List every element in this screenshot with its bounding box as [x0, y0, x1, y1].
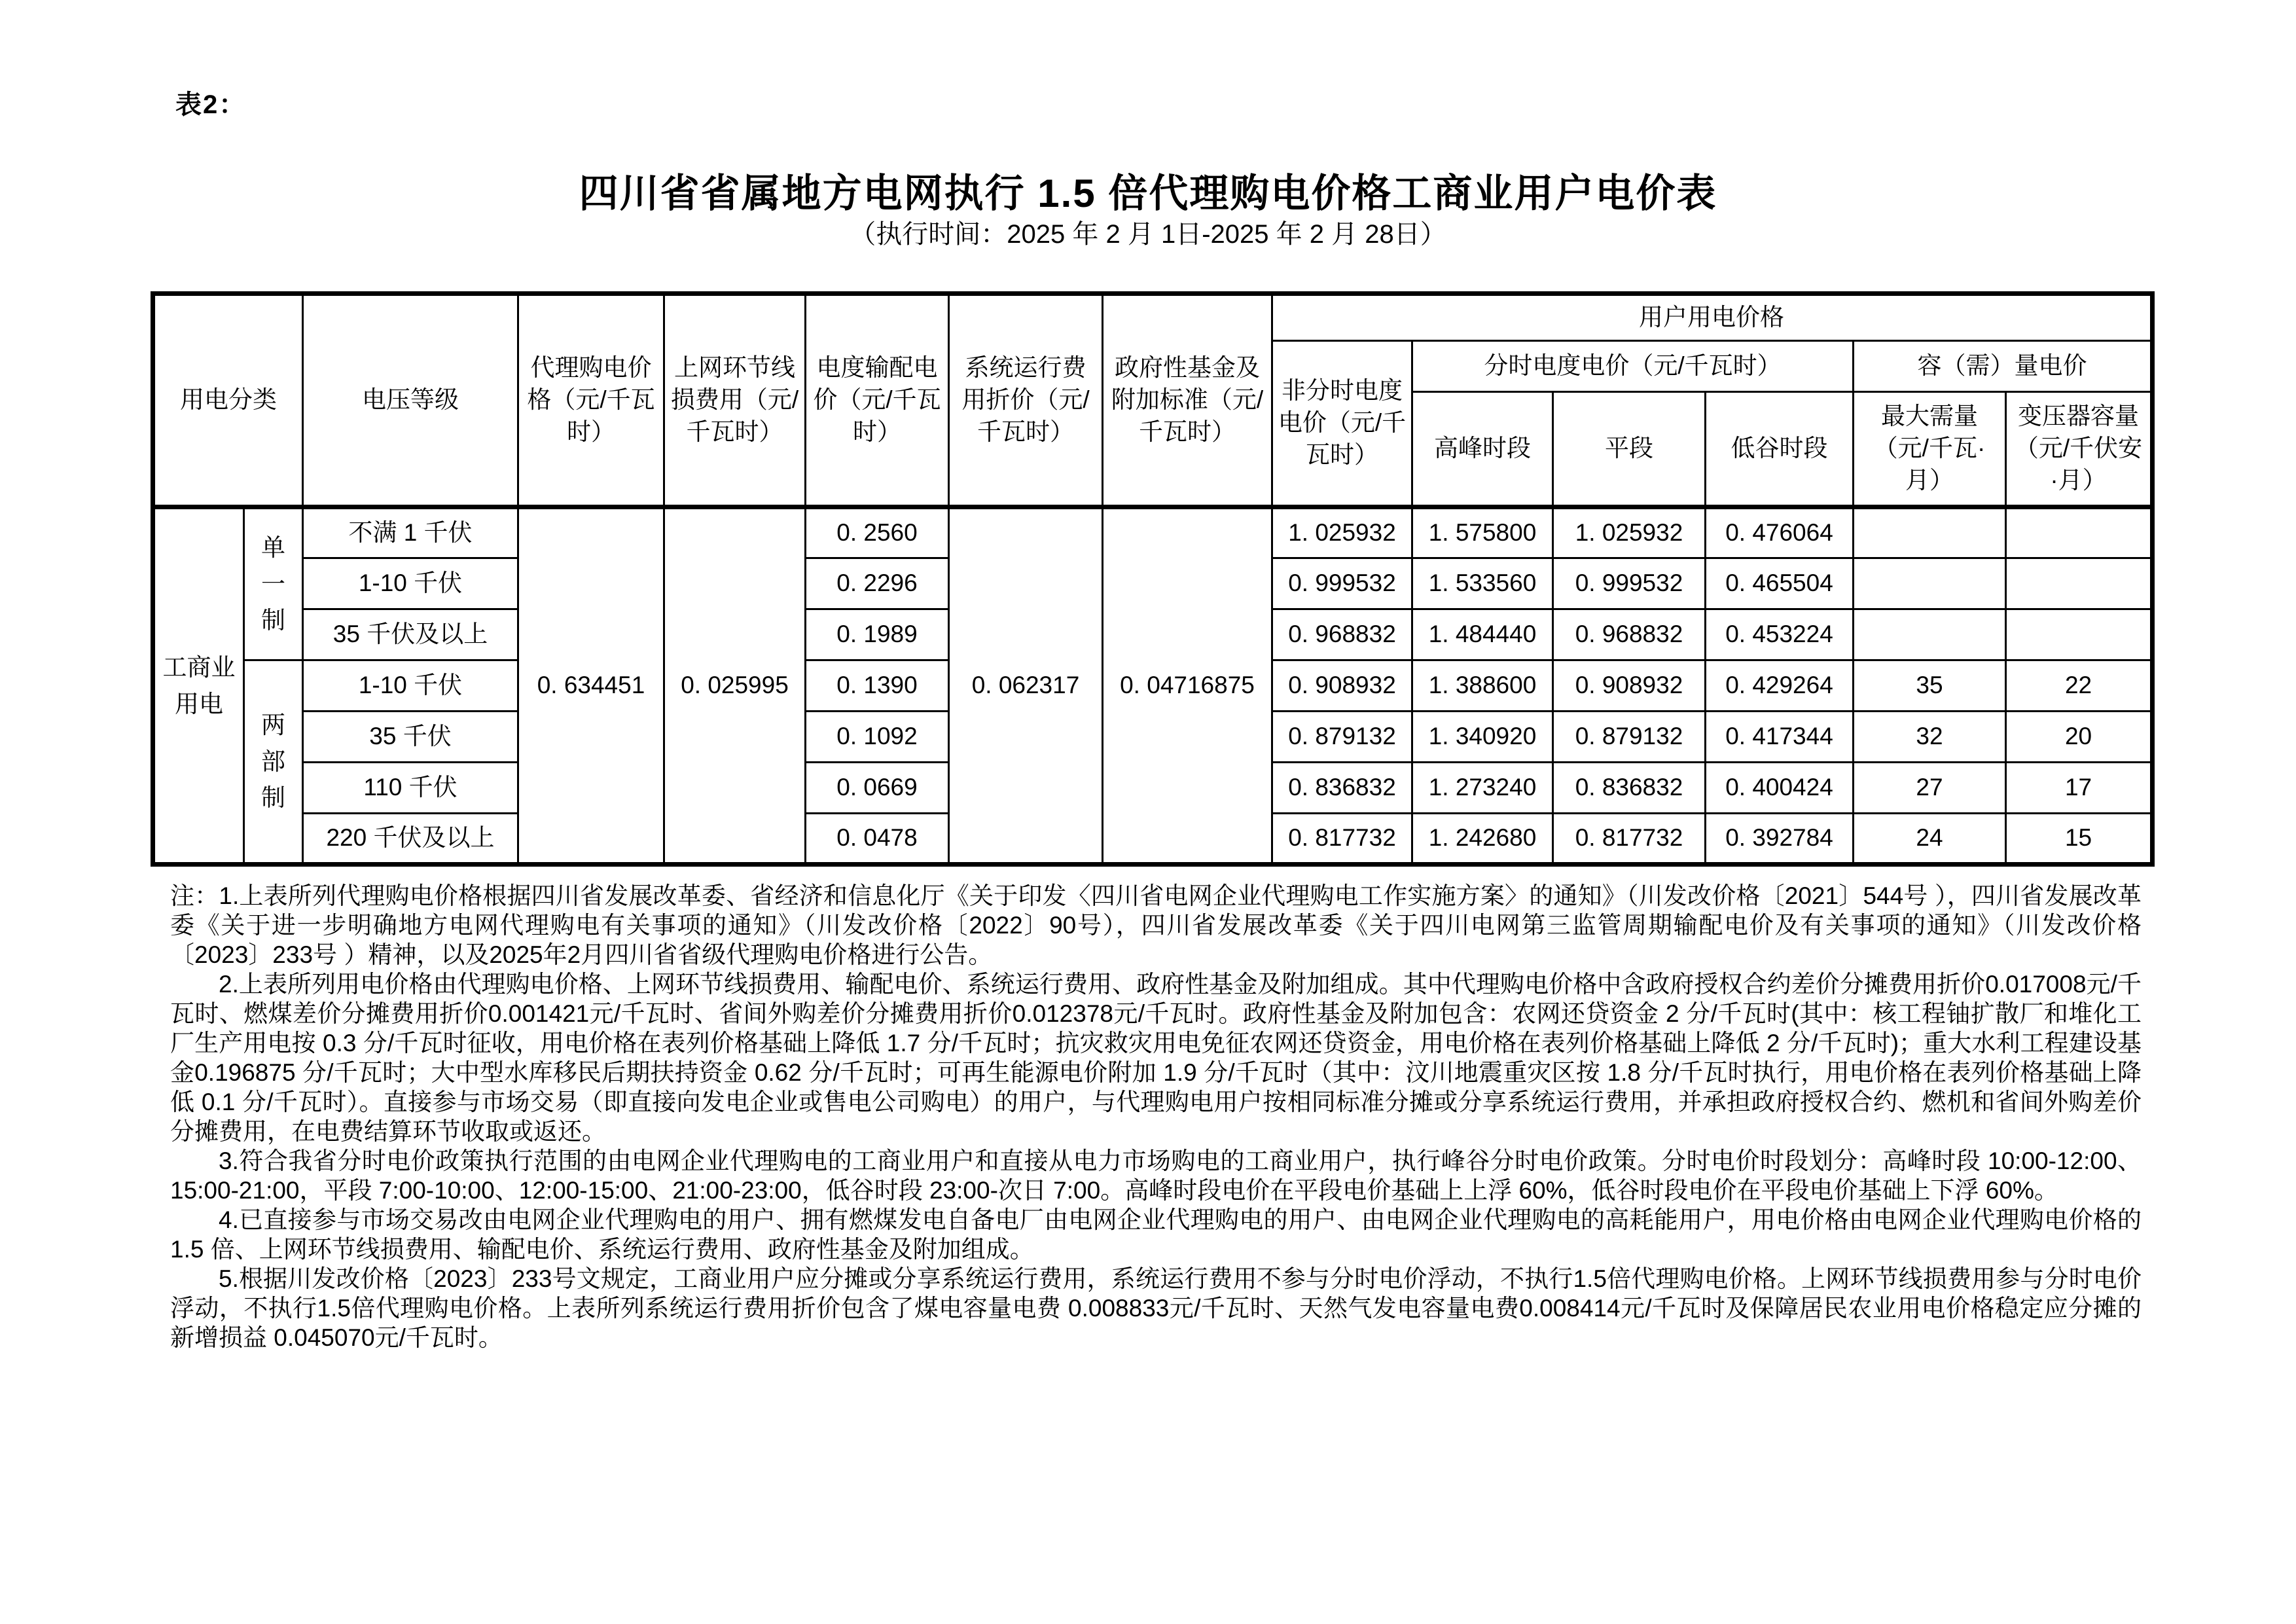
cell-non-tou: 0. 836832 [1272, 763, 1412, 814]
cell-demand [1854, 507, 2006, 558]
table-row [153, 507, 2153, 558]
header-transmission-price: 电度输配电价（元/千瓦时） [806, 294, 949, 507]
cell-peak: 1. 242680 [1412, 814, 1553, 865]
cell-non-tou: 0. 908932 [1272, 660, 1412, 712]
cell-transformer: 20 [2006, 712, 2153, 763]
header-peak: 高峰时段 [1412, 392, 1553, 507]
cell-transmission: 0. 1390 [806, 660, 949, 712]
cell-system-fee: 0. 062317 [949, 507, 1103, 865]
cell-non-tou: 0. 968832 [1272, 609, 1412, 660]
tariff-table [151, 291, 2155, 867]
header-user-price-group: 用户用电价格 [1272, 294, 2153, 341]
header-system-fee: 系统运行费用折价（元/千瓦时） [949, 294, 1103, 507]
page-subtitle: （执行时间：2025 年 2 月 1日-2025 年 2 月 28日） [850, 220, 1446, 249]
cell-voltage: 110 千伏 [303, 763, 518, 814]
system-single-label: 单一制 [261, 534, 285, 634]
cell-valley: 0. 453224 [1706, 609, 1854, 660]
cell-voltage: 35 千伏及以上 [303, 609, 518, 660]
cell-demand [1854, 558, 2006, 609]
cell-demand: 27 [1854, 763, 2006, 814]
cell-flat: 0. 879132 [1553, 712, 1706, 763]
cell-transmission: 0. 0478 [806, 814, 949, 865]
cell-peak: 1. 388600 [1412, 660, 1553, 712]
cell-demand: 32 [1854, 712, 2006, 763]
cell-flat: 0. 999532 [1553, 558, 1706, 609]
cell-transmission: 0. 0669 [806, 763, 949, 814]
cell-transformer [2006, 558, 2153, 609]
cell-demand: 35 [1854, 660, 2006, 712]
sheet-label: 表2： [175, 90, 247, 119]
cell-transformer: 17 [2006, 763, 2153, 814]
cell-non-tou: 0. 879132 [1272, 712, 1412, 763]
cell-peak: 1. 484440 [1412, 609, 1553, 660]
cell-demand [1854, 609, 2006, 660]
header-gov-fund: 政府性基金及附加标准（元/千瓦时） [1103, 294, 1272, 507]
note-1: 注：1.上表所列代理购电价格根据四川省发展改革委、省经济和信息化厅《关于印发〈四川省电网企业代理购电工作实施方案〉的通知》（川发改价格〔2021〕544号 ），四川省发展改革委《关于进一步明确地方电网代理购电有关事项的通知》（川发改价格〔2022〕90号），四川省发展改革委《关于四川电网第三监管周期输配电价及有关事项的通知》（川发改价格〔2023〕233号 ）精神，以及2025年2月四川省省级代理购电价格进行公告。 [170, 882, 2142, 968]
header-capacity-price-group: 容（需）量电价 [1854, 341, 2153, 392]
cell-flat: 0. 908932 [1553, 660, 1706, 712]
cell-valley: 0. 392784 [1706, 814, 1854, 865]
cell-transmission: 0. 2560 [806, 507, 949, 558]
cell-demand: 24 [1854, 814, 2006, 865]
cell-peak: 1. 533560 [1412, 558, 1553, 609]
cell-peak: 1. 575800 [1412, 507, 1553, 558]
cell-non-tou: 0. 817732 [1272, 814, 1412, 865]
note-3: 3.符合我省分时电价政策执行范围的由电网企业代理购电的工商业用户和直接从电力市场购电的工商业用户，执行峰谷分时电价政策。分时电价时段划分：高峰时段 10:00-12:00、15:00-21:00，平段 7:00-10:00、12:00-15:00、21:00-23:00，低谷时段 23:00-次日 7:00。高峰时段电价在平段电价基础上上浮 60%，低谷时段电价在平段电价基础上下浮 60%。 [170, 1147, 2142, 1204]
cell-agency-price: 0. 634451 [518, 507, 664, 865]
cell-non-tou: 0. 999532 [1272, 558, 1412, 609]
header-voltage-level: 电压等级 [303, 294, 518, 507]
header-usage-category: 用电分类 [153, 294, 303, 507]
cell-valley: 0. 429264 [1706, 660, 1854, 712]
cell-valley: 0. 400424 [1706, 763, 1854, 814]
cell-voltage: 1-10 千伏 [303, 558, 518, 609]
cell-flat: 0. 836832 [1553, 763, 1706, 814]
header-line-loss: 上网环节线损费用（元/千瓦时） [664, 294, 806, 507]
cell-voltage: 1-10 千伏 [303, 660, 518, 712]
footnotes [170, 881, 2142, 1352]
cell-flat: 0. 968832 [1553, 609, 1706, 660]
header-tou-price-group: 分时电度电价（元/千瓦时） [1412, 341, 1854, 392]
header-valley: 低谷时段 [1706, 392, 1854, 507]
note-5: 5.根据川发改价格〔2023〕233号文规定，工商业用户应分摊或分享系统运行费用，系统运行费用不参与分时电价浮动，不执行1.5倍代理购电价格。上网环节线损费用参与分时电价浮动，不执行1.5倍代理购电价格。上表所列系统运行费用折价包含了煤电容量电费 0.008833元/千瓦时、天然气发电容量电费0.008414元/千瓦时及保障居民农业用电价格稳定应分摊的新增损益 0.045070元/千瓦时。 [170, 1265, 2142, 1351]
cell-peak: 1. 340920 [1412, 712, 1553, 763]
cell-voltage: 不满 1 千伏 [303, 507, 518, 558]
cell-line-loss: 0. 025995 [664, 507, 806, 865]
cell-transmission: 0. 1092 [806, 712, 949, 763]
cell-voltage: 220 千伏及以上 [303, 814, 518, 865]
cell-transmission: 0. 1989 [806, 609, 949, 660]
header-transformer-capacity: 变压器容量（元/千伏安·月） [2006, 392, 2153, 507]
cell-transformer: 15 [2006, 814, 2153, 865]
header-flat: 平段 [1553, 392, 1706, 507]
cell-valley: 0. 465504 [1706, 558, 1854, 609]
cell-transformer [2006, 507, 2153, 558]
cell-flat: 1. 025932 [1553, 507, 1706, 558]
category-label: 工商业用电 [162, 654, 236, 717]
cell-system-two-part [244, 660, 303, 865]
cell-transformer [2006, 609, 2153, 660]
header-agency-price: 代理购电价格（元/千瓦时） [518, 294, 664, 507]
cell-category [153, 507, 244, 865]
cell-voltage: 35 千伏 [303, 712, 518, 763]
cell-non-tou: 1. 025932 [1272, 507, 1412, 558]
cell-gov-fund: 0. 04716875 [1103, 507, 1272, 865]
cell-flat: 0. 817732 [1553, 814, 1706, 865]
header-max-demand: 最大需量（元/千瓦·月） [1854, 392, 2006, 507]
cell-transformer: 22 [2006, 660, 2153, 712]
cell-transmission: 0. 2296 [806, 558, 949, 609]
cell-valley: 0. 417344 [1706, 712, 1854, 763]
cell-valley: 0. 476064 [1706, 507, 1854, 558]
system-two-part-label: 两部制 [261, 712, 285, 812]
page-title: 四川省省属地方电网执行 1.5 倍代理购电价格工商业用户电价表 [579, 171, 1717, 215]
header-non-tou-price: 非分时电度电价（元/千瓦时） [1272, 341, 1412, 507]
note-4: 4.已直接参与市场交易改由电网企业代理购电的用户、拥有燃煤发电自备电厂由电网企业代理购电的用户、由电网企业代理购电的高耗能用户，用电价格由电网企业代理购电价格的 1.5 倍、上网环节线损费用、输配电价、系统运行费用、政府性基金及附加组成。 [170, 1206, 2142, 1263]
cell-system-single [244, 507, 303, 660]
cell-peak: 1. 273240 [1412, 763, 1553, 814]
note-2: 2.上表所列用电价格由代理购电价格、上网环节线损费用、输配电价、系统运行费用、政府性基金及附加组成。其中代理购电价格中含政府授权合约差价分摊费用折价0.017008元/千瓦时、燃煤差价分摊费用折价0.001421元/千瓦时、省间外购差价分摊费用折价0.012378元/千瓦时。政府性基金及附加包含：农网还贷资金 2 分/千瓦时(其中：核工程铀扩散厂和堆化工厂生产用电按 0.3 分/千瓦时征收，用电价格在表列价格基础上降低 1.7 分/千瓦时；抗灾救灾用电免征农网还贷资金，用电价格在表列价格基础上降低 2 分/千瓦时)；重大水利工程建设基金0.196875 分/千瓦时；大中型水库移民后期扶持资金 0.62 分/千瓦时；可再生能源电价附加 1.9 分/千瓦时（其中：汶川地震重灾区按 1.8 分/千瓦时执行，用电价格在表列价格基础上降低 0.1 分/千瓦时）。直接参与市场交易（即直接向发电企业或售电公司购电）的用户，与代理购电用户按相同标准分摊或分享系统运行费用，并承担政府授权合约、燃机和省间外购差价分摊费用，在电费结算环节收取或返还。 [170, 971, 2142, 1145]
